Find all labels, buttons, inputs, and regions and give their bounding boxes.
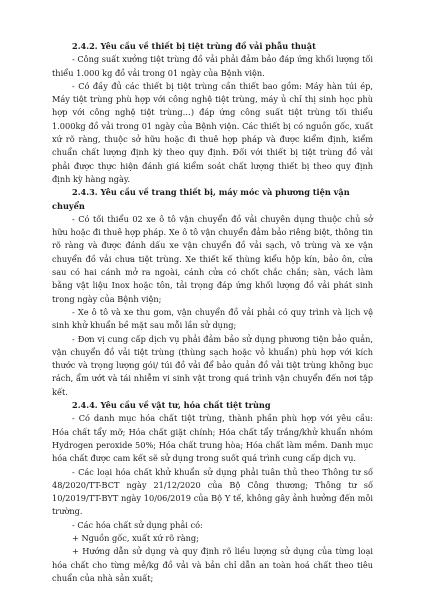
paragraph: - Có đầy đủ các thiết bị tiệt trùng cần thiết bao gồm: Máy hàn túi ép, Máy tiệt trùng phù hợp với công nghệ tiệt trùng, máy ủ chỉ thị sinh học phù hợp với công nghệ tiệt trùng…) đáp ứng công suất tiệt trùng tối thiểu 1.000kg đồ vải trong 01 ngày của Bệnh viện. Các thiết bị có nguồn gốc, xuất xứ rõ ràng, thuộc sở hữu hoặc đi thuê hợp pháp và được kiểm định, kiểm chuẩn chất lượng định kỳ theo quy định. Đối với thiết bị tiệt trùng đồ vải phải được thực hiện đánh giá kiểm soát chất lượng thiết bị theo quy định định kỳ hàng ngày. [52, 80, 373, 184]
paragraph: - Đơn vị cung cấp dịch vụ phải đảm bảo sử dụng phương tiện bảo quản, vận chuyển đồ vải tiệt trùng (thùng sạch hoặc vỏ khuẩn) phù hợp với kích thước và trọng lượng gói/ túi đồ vải để bảo quản đồ vải tiệt trùng không bục rách, ẩm ướt và tái nhiễm vi sinh vật trong quá trình vận chuyển đến nơi tập kết. [52, 333, 373, 397]
list-item: + Hướng dẫn sử dụng và quy định rõ liều lượng sử dụng của từng loại hóa chất cho từng mẻ/kg đồ vải và bản chỉ dẫn an toàn hoá chất theo tiêu chuẩn của nhà sản xuất; [52, 546, 373, 583]
paragraph: - Xe ô tô và xe thu gom, vận chuyển đồ vải phải có quy trình và lịch vệ sinh khử khuẩn bề mặt sau mỗi lần sử dụng; [52, 306, 373, 331]
section-2-4-3 [52, 186, 373, 399]
paragraph: - Các hóa chất sử dụng phải có: [72, 519, 203, 530]
section-2-4-4 [52, 399, 373, 585]
paragraph: - Có danh mục hóa chất tiệt trùng, thành phần phù hợp với yêu cầu: Hóa chất tẩy mỡ; Hóa chất giặt chính; Hóa chất tẩy trắng/khử khuẩn nhóm Hydrogen peroxide 50%; Hóa chất trung hòa; Hóa chất làm mềm. Danh mục hóa chất được cam kết sẽ sử dụng trong suốt quá trình cung cấp dịch vụ. [52, 413, 373, 464]
paragraph: - Công suất xưởng tiệt trùng đồ vải phải đảm bảo đáp ứng khối lượng tối thiểu 1.000 kg đồ vải trong 01 ngày của Bệnh viện. [52, 54, 373, 78]
list-item: + Nguồn gốc, xuất xứ rõ ràng; [72, 532, 199, 543]
paragraph: - Các loại hóa chất khử khuẩn sử dụng phải tuân thủ theo Thông tư số 48/2020/TT-BCT ngày 21/12/2020 của Bộ Công thương; Thông tư số 10/2019/TT-BYT ngày 10/06/2019 của Bộ Y tế, không gây ảnh hưởng đến môi trường. [52, 466, 373, 517]
section-heading: 2.4.4. Yêu cầu về vật tư, hóa chất tiệt trùng [72, 400, 271, 411]
section-heading: 2.4.3. Yêu cầu về trang thiết bị, máy móc và phương tiện vận chuyển [52, 187, 350, 211]
paragraph: - Có tối thiểu 02 xe ô tô vận chuyển đồ vải chuyên dụng thuộc chủ sở hữu hoặc đi thuê hợp pháp. Xe ô tô vận chuyển đảm bảo riêng biệt, thông tin rõ ràng và được đánh dấu xe vận chuyển đồ vải sạch, vô trùng và xe vận chuyển đồ vải chưa tiệt trùng. Xe thiết kế thùng kiểu hộp kín, bảo ôn, cửa sau có hai cánh mở ra ngoài, cánh cửa có chốt chắc chắn; sàn, vách làm bằng vật liệu Inox hoặc tôn, tải trọng đáp ứng khối lượng đồ vải phát sinh trong ngày của Bệnh viện; [52, 213, 373, 304]
section-2-4-2 [52, 40, 373, 186]
section-heading: 2.4.2. Yêu cầu về thiết bị tiệt trùng đồ vải phẫu thuật [72, 41, 316, 51]
